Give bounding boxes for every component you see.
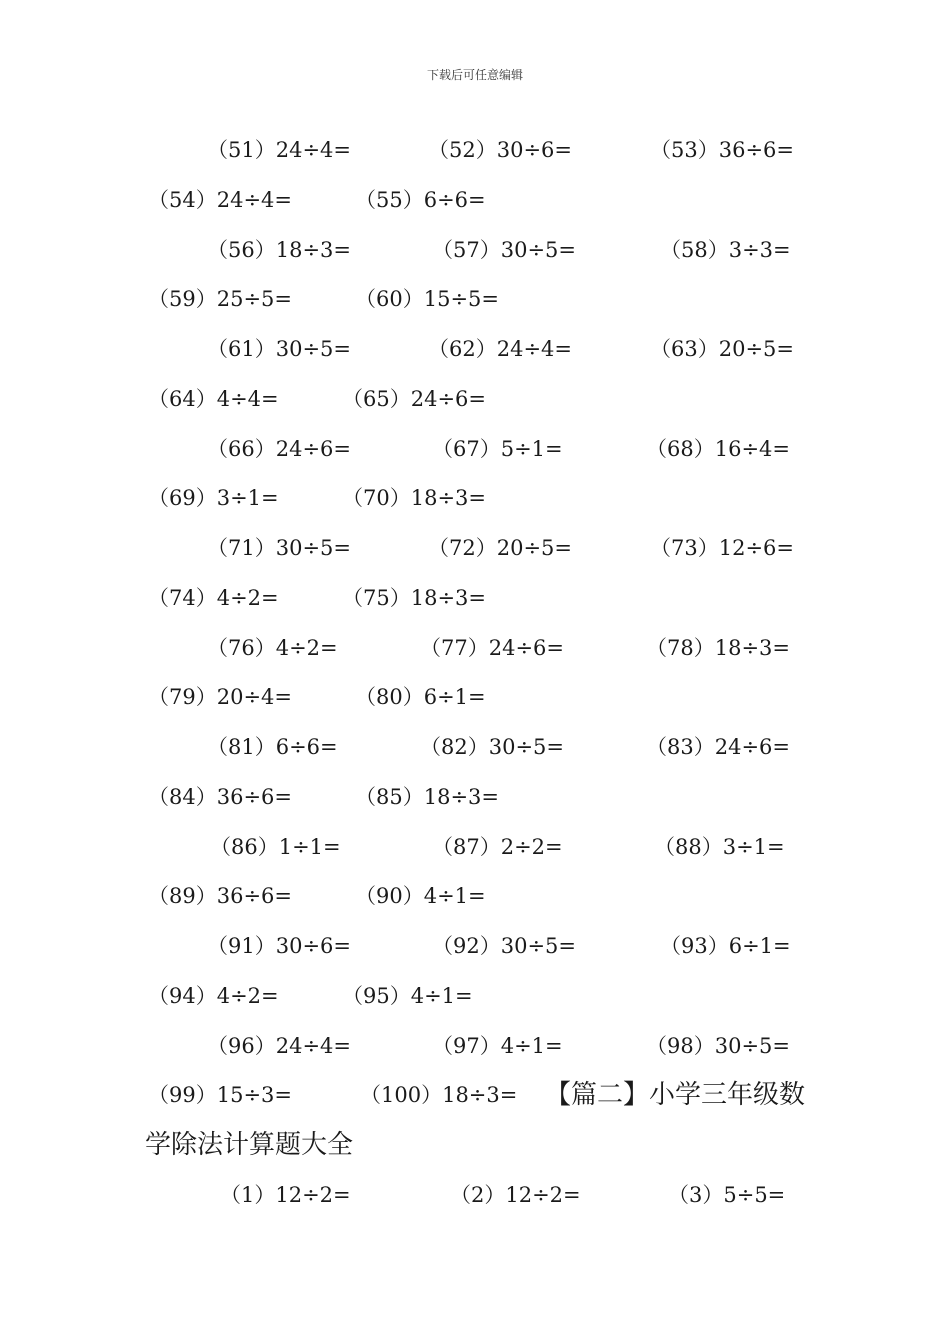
problem-item: （87）2÷2= [432,835,563,859]
problem-item: （78）18÷3= [646,636,790,660]
problem-item: （77）24÷6= [420,636,564,660]
problem-row [0,384,950,414]
problem-item: （68）16÷4= [646,437,790,461]
problem-item: （93）6÷1= [660,934,791,958]
problem-row [0,881,950,911]
problem-item: （53）36÷6= [650,138,794,162]
problem-item: （81）6÷6= [207,735,338,759]
problem-item: （92）30÷5= [432,934,576,958]
problem-row [0,732,950,762]
problem-item: （76）4÷2= [207,636,338,660]
problem-item: （57）30÷5= [432,238,576,262]
problem-item: （69）3÷1= [148,486,279,510]
problem-item: （66）24÷6= [207,437,351,461]
problem-item: （1）12÷2= [220,1183,351,1207]
problem-item: （98）30÷5= [646,1034,790,1058]
problem-row [0,832,950,862]
problem-row [0,981,950,1011]
problem-item: （59）25÷5= [148,287,292,311]
problem-item: （72）20÷5= [428,536,572,560]
problem-item: （94）4÷2= [148,984,279,1008]
problem-item: （83）24÷6= [646,735,790,759]
problem-item: （95）4÷1= [342,984,473,1008]
problem-item: （3）5÷5= [668,1183,786,1207]
problem-item: （91）30÷6= [207,934,351,958]
problem-row [0,533,950,563]
problem-row [0,135,950,165]
problem-item: （80）6÷1= [355,685,486,709]
problem-item: （2）12÷2= [450,1183,581,1207]
problem-item: （61）30÷5= [207,337,351,361]
problem-item: （64）4÷4= [148,387,279,411]
section-heading-line2: 学除法计算题大全 [145,1130,354,1160]
problem-item: （99）15÷3= [148,1083,292,1107]
problem-item: （89）36÷6= [148,884,292,908]
problem-row [0,185,950,215]
problem-item: （90）4÷1= [355,884,486,908]
problem-row [0,235,950,265]
problem-row [0,682,950,712]
problem-item: （74）4÷2= [148,586,279,610]
page-header: 下载后可任意编辑 [426,68,523,82]
problem-row [0,334,950,364]
problem-item: （88）3÷1= [654,835,785,859]
problem-item: （65）24÷6= [342,387,486,411]
problem-item: （71）30÷5= [207,536,351,560]
problem-item: （60）15÷5= [355,287,499,311]
problem-row [0,1080,950,1110]
problem-row [0,284,950,314]
problem-row [0,583,950,613]
problem-item: （84）36÷6= [148,785,292,809]
problem-item: （62）24÷4= [428,337,572,361]
problem-item: （75）18÷3= [342,586,486,610]
section-heading-line1: 【篇二】小学三年级数 [545,1080,806,1110]
problem-item: （100）18÷3= [360,1083,518,1107]
problem-row [0,434,950,464]
problem-item: （97）4÷1= [432,1034,563,1058]
problem-item: （85）18÷3= [355,785,499,809]
problem-item: （55）6÷6= [355,188,486,212]
problem-item: （82）30÷5= [420,735,564,759]
problem-item: （56）18÷3= [207,238,351,262]
problem-item: （67）5÷1= [432,437,563,461]
problem-row [0,1180,950,1210]
problem-item: （86）1÷1= [210,835,341,859]
problem-row [0,633,950,663]
problem-item: （79）20÷4= [148,685,292,709]
problem-item: （51）24÷4= [207,138,351,162]
problem-item: （96）24÷4= [207,1034,351,1058]
problem-item: （54）24÷4= [148,188,292,212]
problem-row [0,931,950,961]
problem-item: （63）20÷5= [650,337,794,361]
problem-row [0,483,950,513]
problem-item: （58）3÷3= [660,238,791,262]
problem-row [0,782,950,812]
problem-item: （70）18÷3= [342,486,486,510]
problem-row [0,1031,950,1061]
problem-item: （52）30÷6= [428,138,572,162]
problem-item: （73）12÷6= [650,536,794,560]
